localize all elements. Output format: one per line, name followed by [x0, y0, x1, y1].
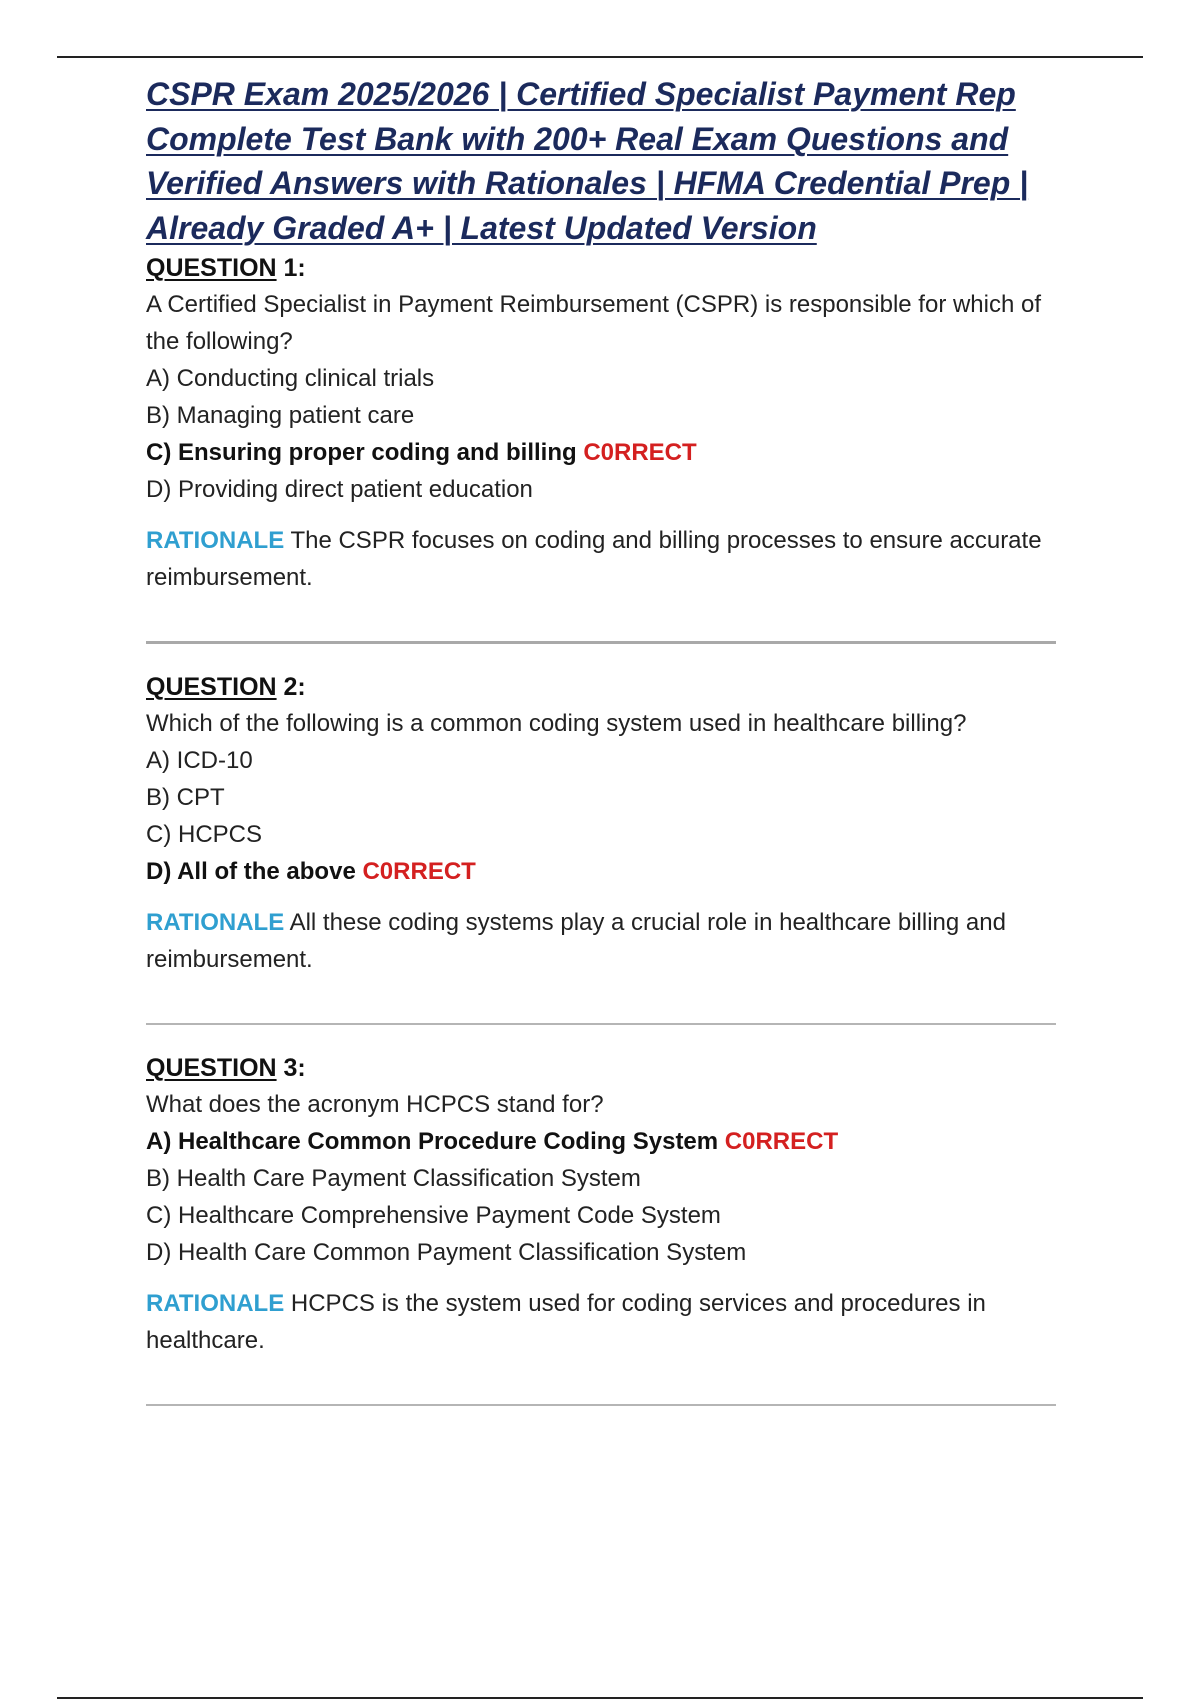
rationale-label: RATIONALE [146, 909, 285, 936]
correct-marker: C0RRECT [724, 1128, 839, 1155]
answer-option: A) ICD-10 [146, 747, 253, 774]
answer-option-text: A) Healthcare Common Procedure Coding System [146, 1128, 719, 1155]
answer-option: A) Conducting clinical trials [146, 365, 435, 392]
question-number: 1: [283, 254, 306, 282]
correct-marker: C0RRECT [362, 858, 476, 885]
question-2 [146, 669, 1056, 978]
answer-option: C) HCPCS [146, 821, 263, 848]
document-title: CSPR Exam 2025/2026 | Certified Specialist Payment Rep Complete Test Bank with 200+ Real Exam Questions and Verified Answers with Rationales | HFMA Credential Prep | Already Graded A+ | Latest Updated Version [146, 76, 1029, 246]
question-3 [146, 1050, 1056, 1359]
rationale-text: All these coding systems play a crucial role in healthcare billing and reimbursement. [146, 909, 1006, 973]
section-divider [146, 641, 1056, 644]
rationale-label: RATIONALE [146, 527, 285, 554]
correct-marker: C0RRECT [583, 439, 697, 466]
question-label: QUESTION [146, 1054, 277, 1082]
answer-option: C) Healthcare Comprehensive Payment Code System [146, 1202, 721, 1229]
question-1 [146, 250, 1056, 596]
answer-options [146, 742, 1056, 890]
section-divider [146, 1023, 1056, 1025]
question-header [146, 250, 1056, 286]
answer-option: B) CPT [146, 784, 225, 811]
question-text: A Certified Specialist in Payment Reimbursement (CSPR) is responsible for which of the following? [146, 291, 1042, 355]
question-label: QUESTION [146, 673, 277, 701]
question-number: 2: [283, 673, 306, 701]
page-bottom-rule [57, 1697, 1143, 1699]
rationale [146, 1285, 1056, 1359]
rationale-text: The CSPR focuses on coding and billing processes to ensure accurate reimbursement. [146, 527, 1042, 591]
question-header [146, 669, 1056, 705]
question-label: QUESTION [146, 254, 277, 282]
answer-option-text: C) Ensuring proper coding and billing [146, 439, 577, 466]
correct-answer-option [146, 853, 1056, 890]
answer-option-text: D) All of the above [146, 858, 356, 885]
answer-option: B) Managing patient care [146, 402, 415, 429]
answer-option: B) Health Care Payment Classification System [146, 1165, 641, 1192]
section-divider [146, 1404, 1056, 1406]
rationale-label: RATIONALE [146, 1290, 285, 1317]
question-text: What does the acronym HCPCS stand for? [146, 1091, 604, 1118]
correct-answer-option [146, 1123, 1056, 1160]
answer-options [146, 360, 1056, 508]
question-number: 3: [283, 1054, 306, 1082]
answer-options [146, 1123, 1056, 1271]
rationale [146, 522, 1056, 596]
page-top-rule [57, 56, 1143, 58]
correct-answer-option [146, 434, 1056, 471]
rationale [146, 904, 1056, 978]
document-body [146, 72, 1056, 1431]
question-header [146, 1050, 1056, 1086]
answer-option: D) Providing direct patient education [146, 476, 533, 503]
answer-option: D) Health Care Common Payment Classification System [146, 1239, 747, 1266]
rationale-text: HCPCS is the system used for coding services and procedures in healthcare. [146, 1290, 986, 1354]
question-text: Which of the following is a common coding system used in healthcare billing? [146, 710, 967, 737]
